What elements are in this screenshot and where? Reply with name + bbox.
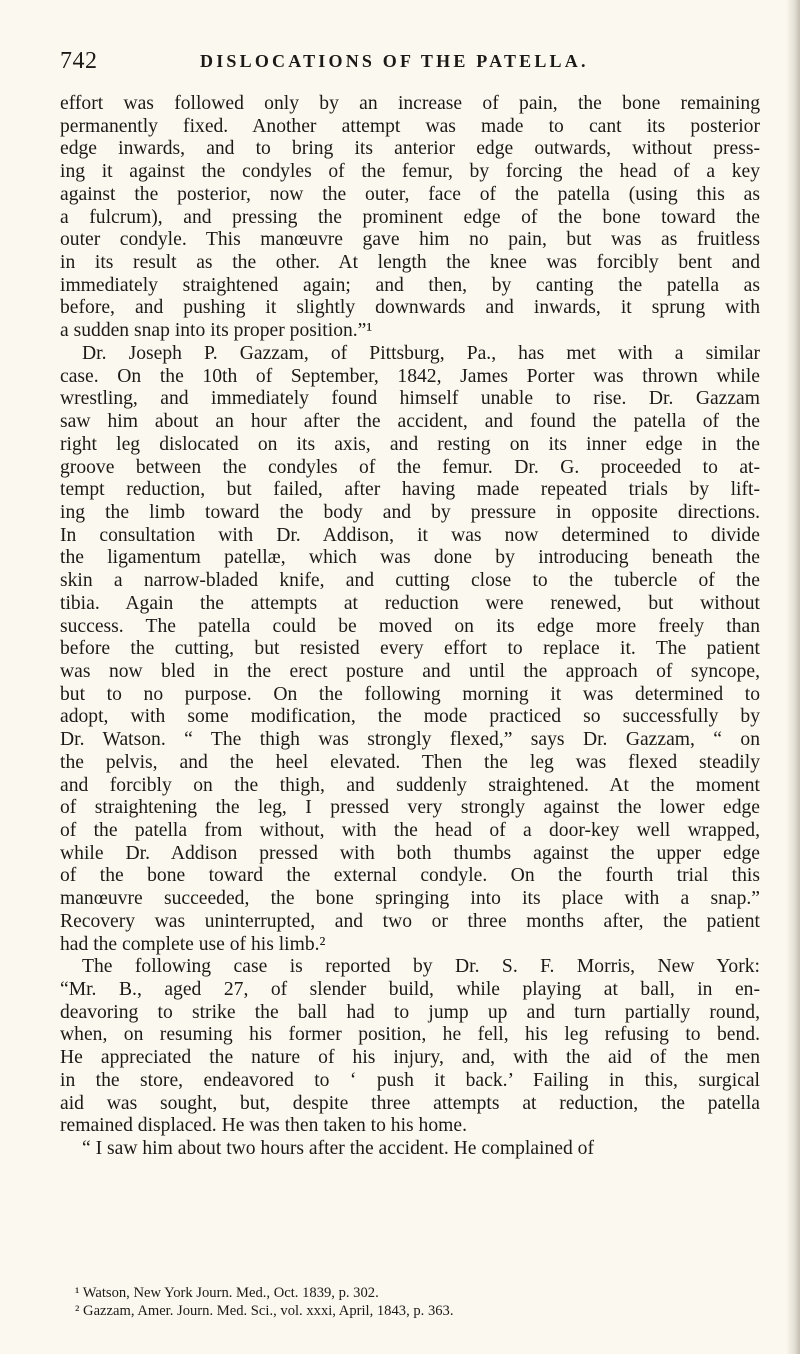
text-line: immediately straightened again; and then, by canting the patella as: [60, 274, 760, 296]
text-line: while Dr. Addison pressed with both thumbs against the upper edge: [60, 842, 760, 864]
text-line: adopt, with some modification, the mode practiced so successfully by: [60, 706, 760, 728]
text-line: before, and pushing it slightly downwards and inwards, it sprung with: [60, 297, 760, 319]
text-line: in its result as the other. At length the knee was forcibly bent and: [60, 252, 760, 274]
page-edge-shadow: [786, 0, 800, 1354]
text-line: manœuvre succeeded, the bone springing into its place with a snap.”: [60, 888, 760, 910]
running-head: DISLOCATIONS OF THE PATELLA.: [200, 51, 589, 71]
text-line: had the complete use of his limb.²: [60, 933, 326, 955]
text-line: Dr. Joseph P. Gazzam, of Pittsburg, Pa., has met with a similar: [82, 342, 760, 364]
text-line: tibia. Again the attempts at reduction were renewed, but without: [60, 592, 760, 614]
body-text: [60, 93, 760, 1161]
text-line: but to no purpose. On the following morning it was determined to: [60, 683, 760, 705]
text-line: of the patella from without, with the head of a door-key well wrapped,: [60, 820, 760, 841]
text-line: edge inwards, and to bring its anterior edge outwards, without press-: [60, 138, 760, 160]
text-line: In consultation with Dr. Addison, it was now determined to divide: [60, 524, 760, 546]
text-line: before the cutting, but resisted every effort to replace it. The patient: [60, 638, 760, 660]
text-line: wrestling, and immediately found himself unable to rise. Dr. Gazzam: [60, 388, 760, 410]
text-line: saw him about an hour after the accident, and found the patella of the: [60, 411, 760, 433]
text-line: when, on resuming his former position, he fell, his leg refusing to bend.: [60, 1024, 760, 1046]
text-line: outer condyle. This manœuvre gave him no pain, but was as fruitless: [60, 229, 760, 251]
text-line: groove between the condyles of the femur. Dr. G. proceeded to at-: [60, 456, 760, 478]
page-header: [60, 48, 760, 78]
text-line: the ligamentum patellæ, which was done by introducing beneath the: [60, 547, 760, 569]
text-line: the pelvis, and the heel elevated. Then the leg was flexed steadily: [60, 751, 760, 773]
text-line: tempt reduction, but failed, after having made repeated trials by lift-: [60, 479, 760, 501]
text-line: of straightening the leg, I pressed very strongly against the lower edge: [60, 797, 760, 819]
text-line: skin a narrow-bladed knife, and cutting close to the tubercle of the: [60, 570, 760, 592]
text-line: “Mr. B., aged 27, of slender build, while playing at ball, in en-: [60, 979, 760, 1001]
footnote: ² Gazzam, Amer. Journ. Med. Sci., vol. xxxi, April, 1843, p. 363.: [75, 1303, 454, 1319]
text-line: right leg dislocated on its axis, and resting on its inner edge in the: [60, 433, 760, 455]
text-line: Recovery was uninterrupted, and two or three months after, the patient: [60, 910, 760, 932]
text-line: He appreciated the nature of his injury, and, with the aid of the men: [60, 1047, 760, 1069]
text-line: success. The patella could be moved on its edge more freely than: [60, 615, 760, 637]
page-number: 742: [60, 48, 98, 74]
text-line: remained displaced. He was then taken to his home.: [60, 1115, 467, 1137]
text-line: ing it against the condyles of the femur, by forcing the head of a key: [60, 161, 760, 183]
text-line: in the store, endeavored to ‘ push it back.’ Failing in this, surgical: [60, 1069, 760, 1091]
text-line: effort was followed only by an increase of pain, the bone remaining: [60, 93, 760, 114]
text-line: a fulcrum), and pressing the prominent edge of the bone toward the: [60, 206, 760, 228]
text-line: against the posterior, now the outer, face of the patella (using this as: [60, 183, 760, 205]
text-line: “ I saw him about two hours after the accident. He complained of: [82, 1138, 594, 1160]
text-line: a sudden snap into its proper position.”¹: [60, 320, 373, 342]
text-line: of the bone toward the external condyle. On the fourth trial this: [60, 865, 760, 887]
footnotes: [75, 1284, 765, 1320]
text-line: and forcibly on the thigh, and suddenly straightened. At the moment: [60, 774, 760, 796]
text-line: was now bled in the erect posture and until the approach of syncope,: [60, 660, 760, 682]
text-line: case. On the 10th of September, 1842, James Porter was thrown while: [60, 365, 760, 387]
text-line: aid was sought, but, despite three attempts at reduction, the patella: [60, 1092, 760, 1114]
text-line: Dr. Watson. “ The thigh was strongly flexed,” says Dr. Gazzam, “ on: [60, 729, 760, 751]
text-line: deavoring to strike the ball had to jump up and turn partially round,: [60, 1001, 760, 1023]
footnote: ¹ Watson, New York Journ. Med., Oct. 1839, p. 302.: [75, 1285, 379, 1301]
text-line: ing the limb toward the body and by pressure in opposite directions.: [60, 501, 760, 523]
text-line: permanently fixed. Another attempt was made to cant its posterior: [60, 115, 760, 137]
text-line: The following case is reported by Dr. S. F. Morris, New York:: [82, 956, 760, 978]
